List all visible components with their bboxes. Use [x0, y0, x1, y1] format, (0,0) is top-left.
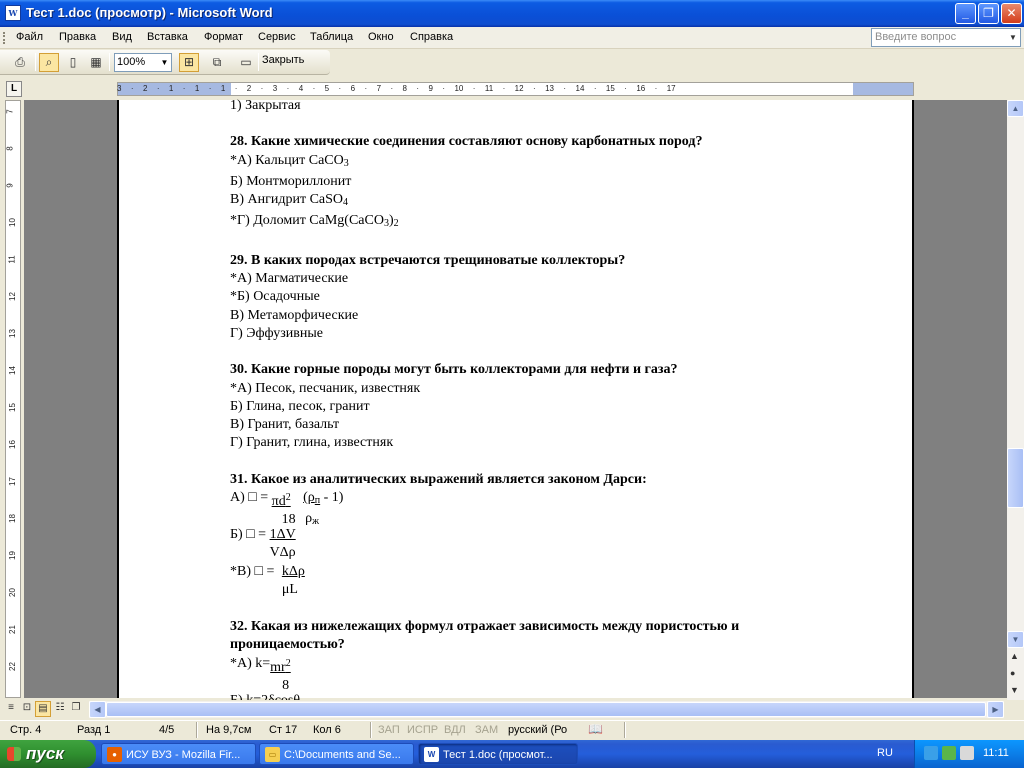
answer-line: *А) Песок, песчаник, известняк: [230, 380, 421, 396]
vruler-number: 13: [7, 329, 17, 338]
answer-line: В) Ангидрит CaSO$_4$: [230, 192, 349, 209]
menu-edit[interactable]: Правка: [59, 31, 97, 43]
vruler-number: 14: [7, 366, 17, 375]
status-at: На 9,7см: [206, 724, 252, 736]
outline-view-icon[interactable]: ☷: [55, 702, 65, 713]
answer-line: *Г) Доломит $CaMg(CaCO_3)_2$: [230, 213, 399, 230]
vruler-number: 12: [7, 292, 17, 301]
vruler-number: 9: [5, 183, 15, 188]
previous-page-icon[interactable]: ▲: [1010, 651, 1019, 661]
browse-object-icon[interactable]: ●: [1010, 668, 1016, 678]
network-icon[interactable]: [924, 746, 938, 760]
menu-tools[interactable]: Сервис: [258, 31, 296, 43]
answer-line: Б) Монтмориллонит: [230, 173, 352, 189]
spelling-status-icon[interactable]: 📖: [588, 722, 603, 736]
answer-line: В) Метаморфические: [230, 307, 359, 323]
taskbar-item-word[interactable]: W Тест 1.doc (просмот...: [418, 743, 578, 765]
vruler-number: 16: [7, 440, 17, 449]
print-layout-icon[interactable]: ▤: [35, 701, 51, 717]
menu-view[interactable]: Вид: [112, 31, 132, 43]
answer-line: Г) Эффузивные: [230, 325, 323, 341]
magnifier-icon[interactable]: ⌕: [39, 53, 59, 72]
vruler-number: 19: [7, 551, 17, 560]
question-31: 31. Какое из аналитических выражений является законом Дарси:: [230, 471, 647, 487]
answer-line: *Б) Осадочные: [230, 289, 320, 305]
vertical-scroll-thumb[interactable]: [1007, 448, 1024, 508]
vruler-number: 20: [7, 588, 17, 597]
minimize-button[interactable]: _: [955, 3, 976, 24]
right-margin-area: [853, 83, 913, 95]
language-indicator[interactable]: RU: [877, 747, 893, 759]
taskbar-item-firefox[interactable]: ● ИСУ ВУЗ - Mozilla Fir...: [101, 743, 256, 765]
menu-grip[interactable]: [3, 32, 6, 44]
view-ruler-icon[interactable]: ⊞: [179, 53, 199, 72]
word-app-icon[interactable]: W: [5, 5, 21, 21]
vertical-scrollbar[interactable]: [1007, 100, 1024, 701]
formula-b: Б) □ = $\frac{1\Delta V}{\text{VΔρ}}$: [230, 527, 296, 561]
scroll-right-button[interactable]: ▶: [987, 701, 1004, 718]
multiple-pages-icon[interactable]: ▦: [90, 55, 102, 69]
status-extend[interactable]: ВДЛ: [444, 724, 466, 736]
chevron-down-icon[interactable]: ▼: [160, 58, 169, 67]
status-section: Разд 1: [77, 724, 111, 736]
menu-help[interactable]: Справка: [410, 31, 454, 43]
horizontal-ruler[interactable]: [117, 82, 914, 96]
question-30: 30. Какие горные породы могут быть коллекторами для нефти и газа?: [230, 362, 678, 378]
question-28: 28. Какие химические соединения составляют основу карбонатных пород?: [230, 134, 703, 150]
status-line: Ст 17: [269, 724, 298, 736]
shrink-to-fit-icon[interactable]: ⧉: [212, 55, 222, 69]
reading-layout-icon[interactable]: ❐: [71, 702, 81, 713]
scroll-left-button[interactable]: ◀: [89, 701, 106, 718]
formula-32a: *А) $k=\frac{mr^2}{8}$: [230, 655, 291, 693]
status-separator: [624, 722, 626, 738]
formula-c: *В) □ = $\frac{\text{kΔρ}}{\mu L}$: [230, 564, 305, 598]
status-separator: [196, 722, 198, 738]
status-language[interactable]: русский (Ро: [508, 724, 568, 736]
close-button[interactable]: ✕: [1001, 3, 1022, 24]
status-track-changes[interactable]: ИСПР: [407, 724, 439, 736]
ruler-numbers: 3 · 2 · 1 · 1 · 1 · 2 · 3 · 4 · 5 · 6 · 7 · 8 · 9 · 10 · 11 · 12 · 13 · 14 · 15 · 16 · 17: [117, 84, 676, 93]
menu-table[interactable]: Таблица: [310, 31, 354, 43]
zoom-select[interactable]: [114, 53, 172, 72]
answer-line: *А) Магматические: [230, 271, 349, 287]
toolbar-separator: [109, 53, 110, 71]
vruler-number: 15: [7, 403, 17, 412]
full-screen-icon[interactable]: ▭: [240, 55, 252, 69]
ask-question-placeholder: Введите вопрос: [875, 31, 957, 43]
vruler-number: 17: [7, 477, 17, 486]
volume-icon[interactable]: [960, 746, 974, 760]
formula-a: А) □ = $\frac{\pi d^2}{18} (\rho_п - 1)$ $\rho_ж$: [230, 490, 344, 528]
question-32: 32. Какая из нижележащих формул отражает зависимость между пористостью и проницаемостью?: [230, 619, 740, 653]
restore-button[interactable]: ❐: [978, 3, 999, 24]
start-button[interactable]: пуск: [0, 740, 96, 768]
answer-line: Г) Гранит, глина, известняк: [230, 435, 394, 451]
menu-insert[interactable]: Вставка: [147, 31, 188, 43]
next-page-icon[interactable]: ▼: [1010, 685, 1019, 695]
title-bar[interactable]: [0, 0, 1024, 27]
print-icon[interactable]: ⎙: [15, 55, 25, 69]
vruler-number: 10: [7, 218, 17, 227]
toolbar-separator: [35, 53, 36, 71]
answer-line: *А) Кальцит CaCO$_3$: [230, 152, 349, 169]
scroll-down-button[interactable]: ▼: [1007, 631, 1024, 648]
close-preview-button[interactable]: Закрыть: [262, 54, 305, 66]
vruler-number: 22: [7, 662, 17, 671]
menu-format[interactable]: Формат: [204, 31, 244, 43]
horizontal-scroll-thumb[interactable]: [106, 702, 986, 717]
taskbar-item-explorer[interactable]: ▭ C:\Documents and Se...: [259, 743, 414, 765]
document-text[interactable]: [230, 97, 910, 710]
folder-icon: ▭: [265, 747, 280, 762]
vruler-number: 11: [7, 255, 17, 264]
status-page: Стр. 4: [10, 724, 42, 736]
vruler-number: 21: [7, 625, 17, 634]
antivirus-icon[interactable]: [942, 746, 956, 760]
vruler-number: 8: [5, 146, 15, 151]
one-page-icon[interactable]: ▯: [69, 55, 77, 69]
status-column: Кол 6: [313, 724, 341, 736]
question-29: 29. В каких породах встречаются трещиноватые коллекторы?: [230, 252, 626, 268]
chevron-down-icon[interactable]: ▼: [1006, 29, 1020, 46]
status-pages: 4/5: [159, 724, 175, 736]
vruler-number: 18: [7, 514, 17, 523]
vertical-ruler[interactable]: [5, 100, 21, 698]
zoom-value: 100%: [117, 56, 146, 68]
window-title: Тест 1.doc (просмотр) - Microsoft Word: [26, 5, 273, 20]
answer-line: В) Гранит, базальт: [230, 417, 340, 433]
menu-window[interactable]: Окно: [368, 31, 394, 43]
status-rec[interactable]: ЗАП: [378, 724, 400, 736]
scroll-up-button[interactable]: ▲: [1007, 100, 1024, 117]
status-overtype[interactable]: ЗАМ: [475, 724, 499, 736]
status-separator: [370, 722, 372, 738]
normal-view-icon[interactable]: ≡: [8, 702, 14, 713]
answer-line: Б) Глина, песок, гранит: [230, 398, 370, 414]
answer-line: 1) Закрытая: [230, 98, 301, 113]
word-icon: W: [424, 747, 439, 762]
web-layout-icon[interactable]: ⊡: [22, 702, 32, 713]
windows-logo-icon: [7, 747, 21, 761]
tab-selector[interactable]: L: [6, 81, 22, 97]
vruler-number: 7: [5, 109, 15, 114]
firefox-icon: ●: [107, 747, 122, 762]
ask-question-input[interactable]: [871, 28, 1021, 47]
toolbar-separator: [258, 53, 259, 71]
menu-file[interactable]: Файл: [16, 31, 44, 43]
clock[interactable]: 11:11: [983, 747, 1009, 759]
